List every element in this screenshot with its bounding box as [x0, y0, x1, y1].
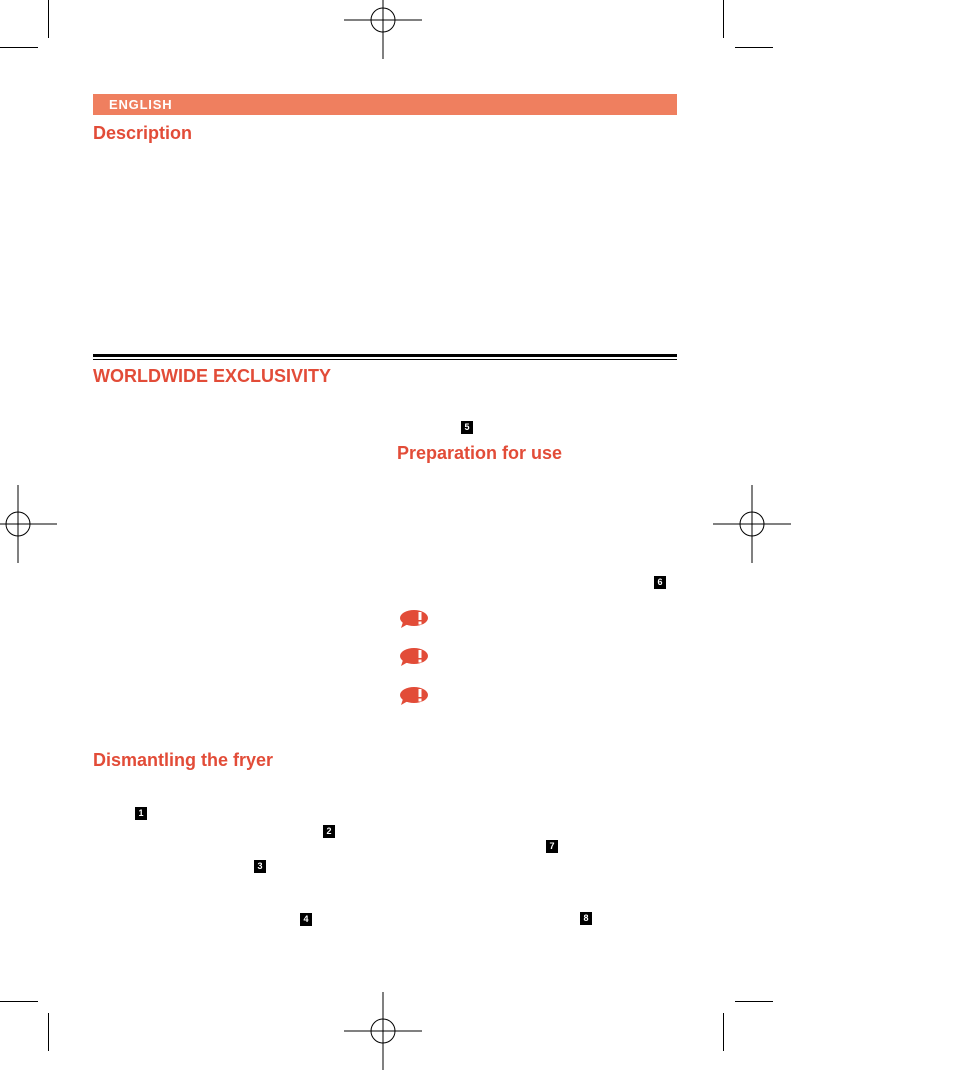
crop-mark: [0, 47, 38, 48]
registration-mark-left: [0, 485, 57, 563]
figure-ref-badge-2: 2: [323, 825, 335, 838]
language-bar: [93, 94, 677, 115]
figure-ref-badge-7: 7: [546, 840, 558, 853]
warning-icon: [399, 686, 429, 706]
heading-dismantling-the-fryer: Dismantling the fryer: [93, 750, 274, 770]
crop-mark: [723, 0, 724, 38]
figure-ref-badge-3: 3: [254, 860, 266, 873]
crop-mark: [48, 0, 49, 38]
figure-ref-badge-1: 1: [135, 807, 147, 820]
language-label: ENGLISH: [109, 97, 173, 112]
figure-ref-badge-5: 5: [461, 421, 473, 434]
section-divider: [93, 354, 677, 357]
warning-icon: [399, 609, 429, 629]
crop-mark: [735, 47, 773, 48]
crop-mark: [723, 1013, 724, 1051]
crop-mark: [0, 1001, 38, 1002]
heading-description: Description: [93, 123, 193, 143]
figure-ref-badge-4: 4: [300, 913, 312, 926]
crop-mark: [735, 1001, 773, 1002]
registration-mark-bottom: [344, 992, 422, 1070]
figure-ref-badge-6: 6: [654, 576, 666, 589]
heading-preparation-for-use: Preparation for use: [397, 443, 563, 463]
crop-mark: [48, 1013, 49, 1051]
registration-mark-right: [713, 485, 791, 563]
heading-worldwide-exclusivity: WORLDWIDE EXCLUSIVITY: [93, 366, 331, 386]
registration-mark-top: [344, 0, 422, 59]
section-divider-thin: [93, 359, 677, 360]
warning-icon: [399, 647, 429, 667]
figure-ref-badge-8: 8: [580, 912, 592, 925]
